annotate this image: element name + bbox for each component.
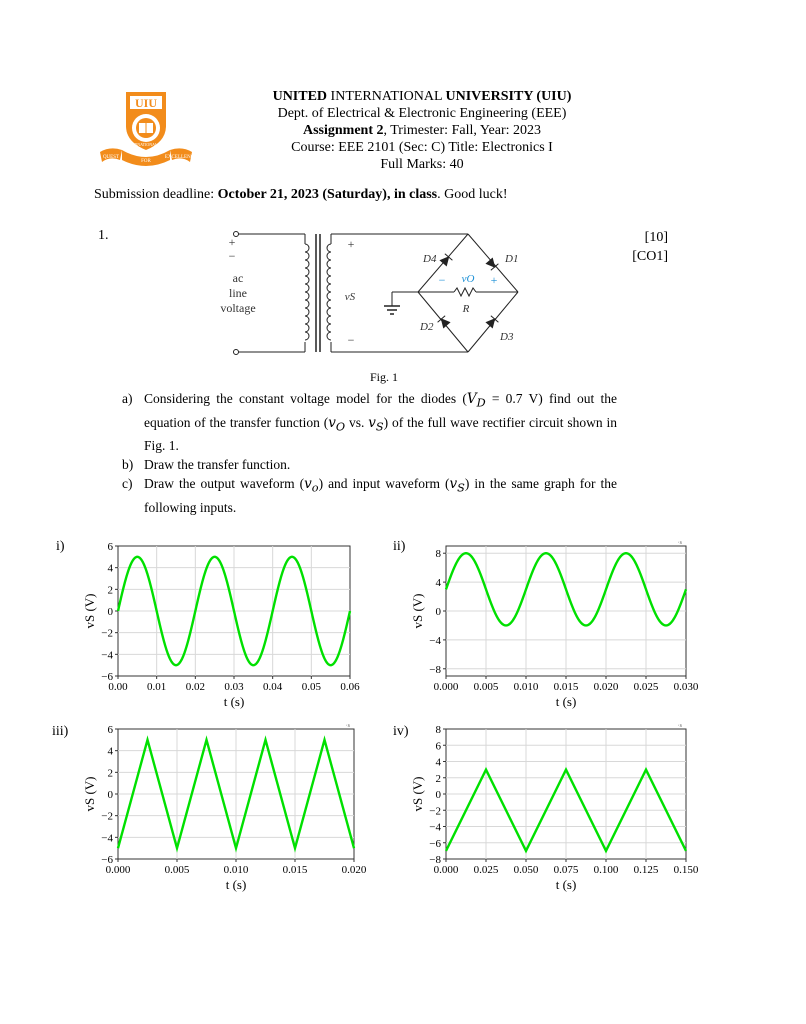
primary-plus: + [228,235,236,249]
x-tick-label: 0.010 [513,681,539,693]
x-tick-label: 0.050 [513,864,539,876]
secondary-winding [327,244,331,340]
y-tick-label: −2 [429,805,441,818]
plot-label-iii: iii) [52,724,69,739]
x-tick-label: 0.020 [341,864,367,876]
d4-label: D4 [423,253,437,265]
y-tick-label: 4 [435,577,441,590]
y-tick-label: 4 [435,756,441,769]
course-line: Course: EEE 2101 (Sec: C) Title: Electronics I [291,140,553,155]
y-tick-label: 4 [107,745,113,758]
x-tick-label: 0.020 [593,681,619,693]
y-tick-label: 8 [435,548,441,561]
full-wave-rectifier-circuit [210,222,540,362]
university-name [38,88,806,105]
secondary-minus: − [347,333,355,347]
logo-ribbon-mid: FOR [141,159,151,164]
sub-question-label: b) [122,457,134,473]
plot-label-iv: iv) [393,724,409,739]
x-tick-label: 0.125 [633,864,659,876]
y-tick-label: −8 [429,663,441,676]
y-tick-label: −6 [101,854,113,866]
deadline-date: October 21, 2023 (Saturday), in class [217,187,438,202]
vo-plus: + [490,273,498,287]
y-tick-label: −8 [429,854,441,866]
x-tick-label: 0.005 [164,864,190,876]
y-tick-label: −4 [101,832,113,845]
x-axis-label: t (s) [555,877,577,892]
corner-mark: ·s [345,723,350,729]
x-tick-label: 0.04 [263,681,283,693]
sub-question-label: c) [122,476,133,492]
course-outcome: [CO1] [632,249,668,264]
sub-question-text: Considering the constant voltage model for the diodes ($V_D = 0.7$ V) find out the equation of the transfer function ($v_O$ vs. $v_S$) of the full wave rectifier circuit shown in Fig. 1. [144,391,617,454]
plot-label-i: i) [56,539,65,554]
d3-label: D3 [500,331,514,343]
y-tick-label: −2 [101,627,113,640]
x-axis-label: t (s) [223,694,245,709]
assignment-trimester: , Trimester: Fall, Year: 2023 [383,123,542,138]
sub-questions [122,389,617,517]
y-tick-label: 0 [107,789,113,801]
y-tick-label: −4 [429,821,441,834]
d2-label: D2 [420,321,434,333]
sub-question-text: Draw the output waveform $(v_o)$ and input waveform $(v_S)$ in the same graph for the following inputs. [144,476,617,516]
x-tick-label: 0.005 [473,681,499,693]
vo-minus: − [438,273,446,287]
ac-label-2: line [229,286,247,300]
y-axis-label: vS (V) [82,776,97,812]
y-tick-label: −6 [429,837,441,850]
deadline-pre: Submission deadline: [94,187,218,202]
univ-normal: INTERNATIONAL [327,89,446,104]
x-tick-label: 0.05 [301,681,321,693]
y-tick-label: 0 [435,789,441,801]
x-tick-label: 0.100 [593,864,619,876]
marks-value: [10] [644,230,668,245]
vs-label: vS [344,291,356,303]
x-tick-label: 0.075 [553,864,579,876]
y-tick-label: 2 [107,584,113,597]
figure-caption: Fig. 1 [369,370,398,384]
ac-label-1: ac [232,271,244,285]
y-tick-label: 0 [107,606,113,618]
y-tick-label: 4 [107,562,113,575]
assignment-line [38,122,806,139]
waveform-chart-iv [410,719,710,899]
x-tick-label: 0.02 [185,681,205,693]
d1-label: D1 [505,253,519,265]
univ-bold-2: UNIVERSITY (UIU) [445,89,572,104]
question-marks [632,228,668,266]
x-tick-label: 0.150 [673,864,699,876]
x-tick-label: 0.000 [105,864,131,876]
x-tick-label: 0.03 [224,681,244,693]
terminal-bottom [234,350,239,355]
x-tick-label: 0.000 [433,681,459,693]
sub-question-label: a) [122,391,133,406]
x-tick-label: 0.015 [553,681,579,693]
y-tick-label: 6 [107,541,113,553]
sub-question-b [122,455,617,474]
y-tick-label: 6 [435,740,441,753]
assignment-title: Assignment 2 [302,123,384,138]
y-axis-label: vS (V) [410,776,425,812]
x-tick-label: 0.025 [473,864,499,876]
waveform-chart-i [84,536,368,716]
logo-ribbon-right: EXCELLENCE [164,155,198,160]
primary-minus: − [228,249,236,263]
sub-question-c [122,474,617,517]
y-tick-label: 2 [435,772,441,785]
submission-deadline [94,187,508,203]
deadline-post: . Good luck! [437,187,508,202]
x-tick-label: 0.01 [147,681,167,693]
y-tick-label: 0 [435,606,441,618]
vo-label: vO [461,273,475,285]
y-axis-label: vS (V) [410,593,425,629]
department: Dept. of Electrical & Electronic Engineering (EEE) [277,106,567,121]
y-tick-label: −2 [101,810,113,823]
x-tick-label: 0.00 [108,681,128,693]
question-number: 1. [98,228,109,243]
y-tick-label: 8 [435,724,441,736]
y-tick-label: −4 [429,634,441,647]
plot-label-ii: ii) [393,539,406,554]
logo-uiu-text: UIU [134,96,158,110]
ac-label-3: voltage [220,301,256,315]
x-tick-label: 0.015 [282,864,308,876]
sub-question-text: Draw the transfer function. [144,457,291,473]
y-tick-label: 6 [107,724,113,736]
waveform-chart-ii [410,536,710,716]
logo-arc-text: UNITED INTERNATIONAL UNIVERSITY [109,142,183,147]
x-tick-label: 0.025 [633,681,659,693]
y-axis-label: vS (V) [82,593,97,629]
x-axis-label: t (s) [555,694,577,709]
logo-ribbon-left: QUEST [102,155,120,160]
resistor-r [454,288,476,296]
x-axis-label: t (s) [225,877,247,892]
y-tick-label: 2 [107,767,113,780]
corner-mark: ·s [677,723,682,729]
r-label: R [462,303,470,315]
primary-winding [305,244,309,340]
corner-mark: ·s [677,540,682,546]
univ-bold-1: UNITED [272,89,328,104]
secondary-plus: + [347,237,355,251]
x-tick-label: 0.030 [673,681,699,693]
waveform-chart-iii [84,719,368,899]
x-tick-label: 0.000 [433,864,459,876]
sub-question-a [122,389,617,455]
x-tick-label: 0.010 [223,864,249,876]
diode-d1 [486,258,499,271]
y-tick-label: −6 [101,671,113,683]
full-marks: Full Marks: 40 [380,157,464,172]
y-tick-label: −4 [101,649,113,662]
x-tick-label: 0.06 [340,681,360,693]
